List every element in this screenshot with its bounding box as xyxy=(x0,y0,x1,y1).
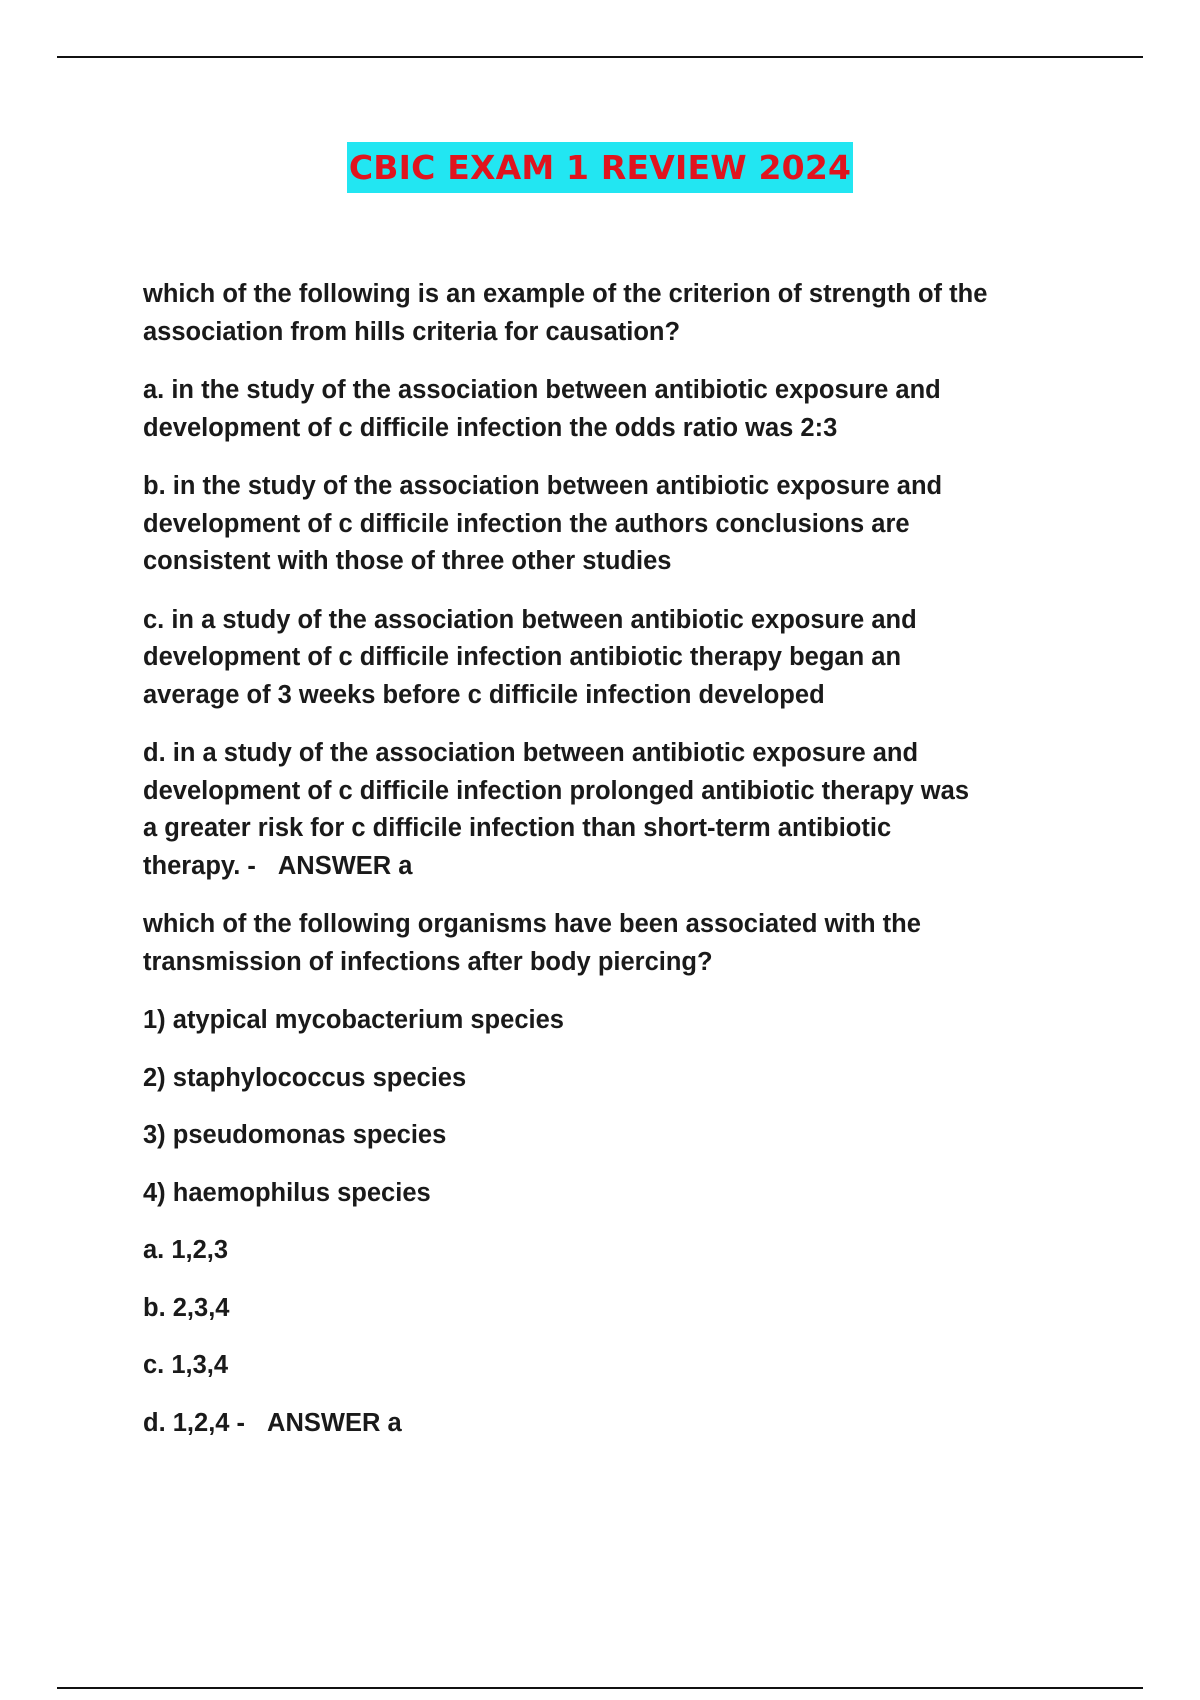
option-line: development of c difficile infection prolonged antibiotic therapy was xyxy=(143,776,970,805)
answer-label: ANSWER a xyxy=(267,1408,402,1437)
question-2-stem-line: transmission of infections after body piercing? xyxy=(143,947,713,976)
option-line: development of c difficile infection the odds ratio was 2:3 xyxy=(143,413,838,442)
question-1-stem-line: which of the following is an example of the criterion of strength of the xyxy=(143,280,988,308)
option-line: a greater risk for c difficile infection than short-term antibiotic xyxy=(143,814,892,842)
option-line: development of c difficile infection the authors conclusions are xyxy=(143,509,910,538)
question-2-stem xyxy=(143,906,1143,981)
question-2-option-d xyxy=(143,1405,1143,1443)
option-line: d. in a study of the association between antibiotic exposure and xyxy=(143,739,919,767)
question-2-option-b: b. 2,3,4 xyxy=(143,1293,230,1322)
question-1-stem xyxy=(143,276,1143,351)
bottom-rule xyxy=(57,1687,1143,1689)
top-rule xyxy=(57,56,1143,58)
option-line: average of 3 weeks before c difficile infection developed xyxy=(143,680,825,709)
answer-separator: - xyxy=(229,1408,246,1437)
question-2-option-a: a. 1,2,3 xyxy=(143,1236,229,1264)
answer-label: ANSWER a xyxy=(277,851,413,880)
question-1-option-a xyxy=(143,372,1143,447)
question-2-stem-line: which of the following organisms have been associated with the xyxy=(143,910,921,938)
question-2-option-c: c. 1,3,4 xyxy=(143,1351,229,1379)
question-2-item-1: 1) atypical mycobacterium species xyxy=(143,1006,564,1034)
option-text: therapy. xyxy=(143,851,241,880)
page-title: CBIC EXAM 1 REVIEW 2024 xyxy=(347,142,853,193)
question-2-item-2: 2) staphylococcus species xyxy=(143,1063,467,1092)
question-1-option-d xyxy=(143,735,1143,885)
question-1-stem-line: association from hills criteria for causation? xyxy=(143,317,681,346)
option-line: b. in the study of the association between antibiotic exposure and xyxy=(143,472,943,500)
title-wrap xyxy=(0,142,1200,193)
question-2-item-4: 4) haemophilus species xyxy=(143,1178,431,1207)
answer-separator: - xyxy=(240,851,256,880)
option-line-with-answer xyxy=(143,848,1143,886)
question-1-option-b xyxy=(143,468,1143,581)
question-1-option-c xyxy=(143,602,1143,715)
option-line: consistent with those of three other studies xyxy=(143,547,672,575)
option-line: development of c difficile infection antibiotic therapy began an xyxy=(143,643,902,671)
option-line: c. in a study of the association between antibiotic exposure and xyxy=(143,605,917,634)
question-2-item-3: 3) pseudomonas species xyxy=(143,1121,447,1149)
option-text: d. 1,2,4 xyxy=(143,1408,230,1437)
document-body xyxy=(143,276,1143,1462)
option-line: a. in the study of the association between antibiotic exposure and xyxy=(143,376,941,404)
